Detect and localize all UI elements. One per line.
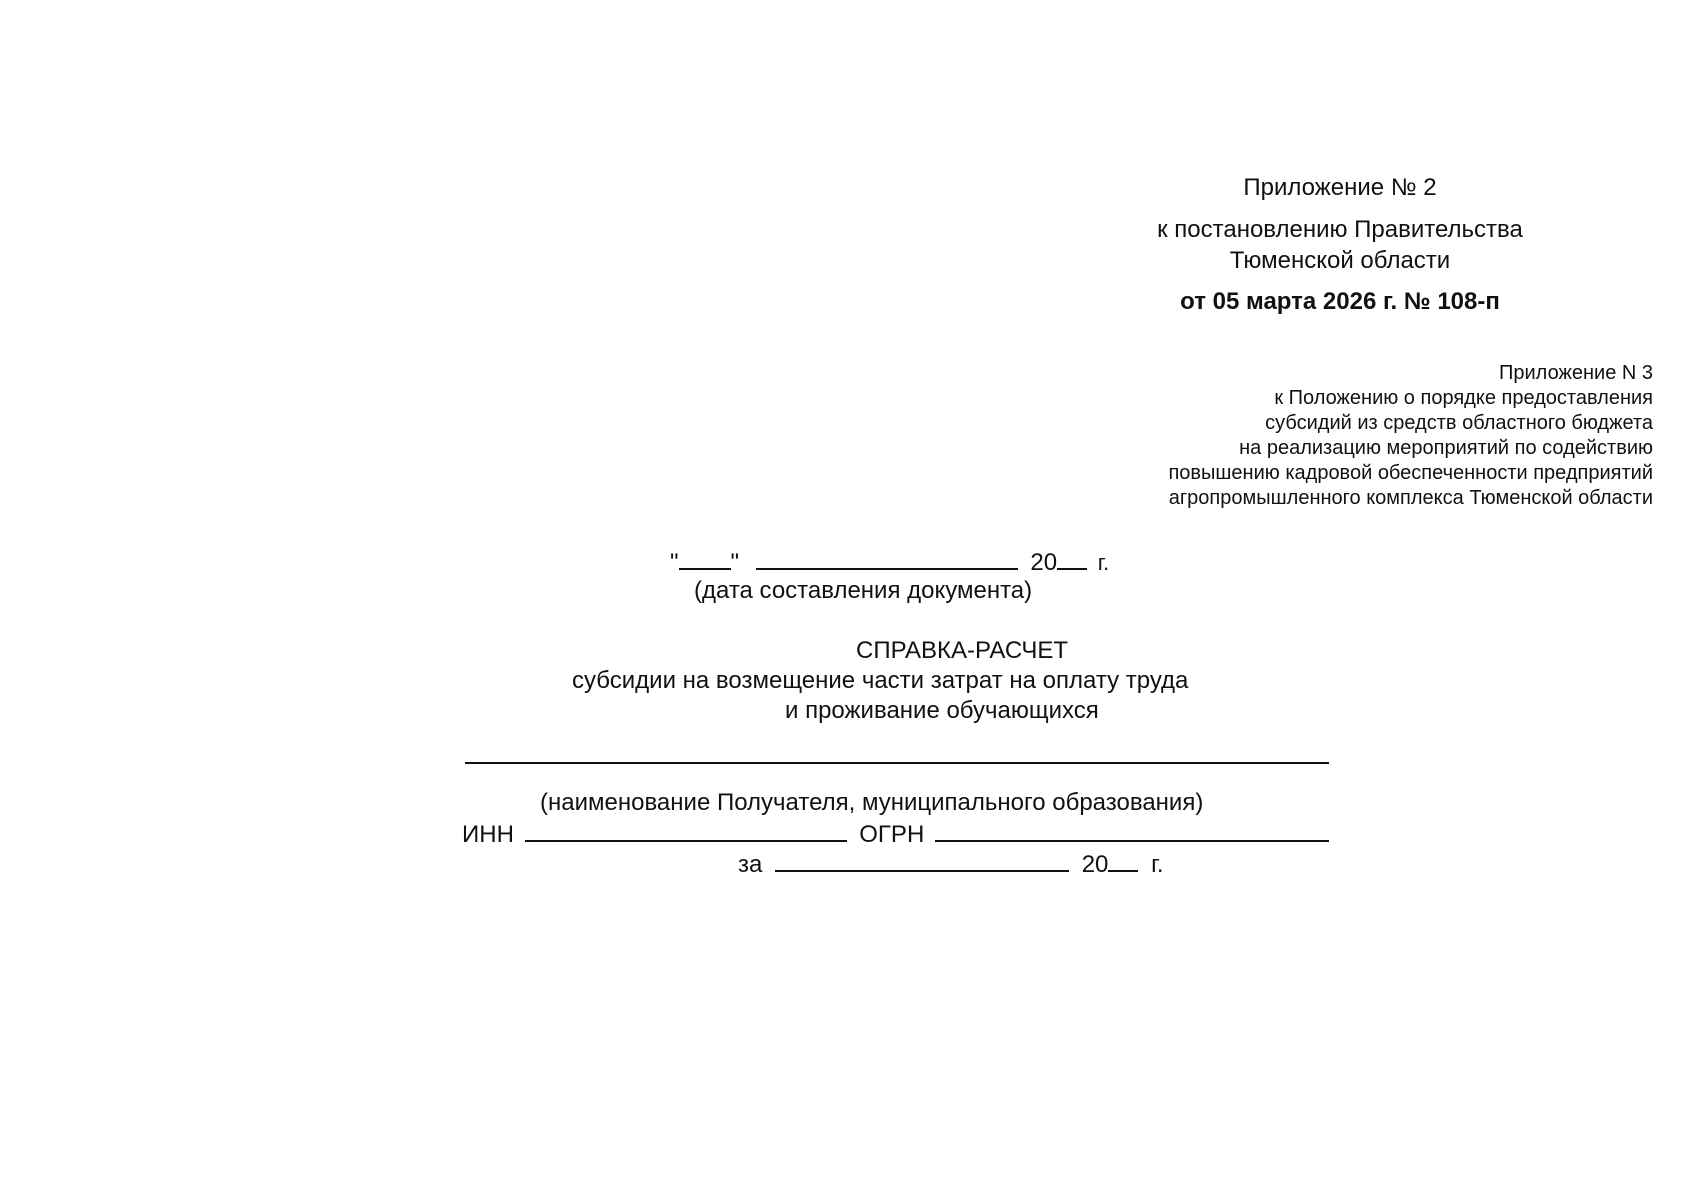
decree-date: от 05 марта 2026 г. № 108-п (1180, 288, 1500, 315)
ogrn-blank[interactable] (935, 818, 1329, 842)
recipient-name-blank[interactable] (465, 762, 1329, 764)
ogrn-label: ОГРН (859, 821, 925, 848)
inn-blank[interactable] (525, 818, 847, 842)
recipient-caption: (наименование Получателя, муниципального образования) (540, 789, 1204, 816)
quote-close: " (730, 549, 740, 576)
month-blank[interactable] (756, 546, 1018, 570)
period-year-prefix: 20 (1081, 851, 1109, 878)
period-year-blank[interactable] (1108, 848, 1138, 872)
date-caption: (дата составления документа) (694, 577, 1033, 604)
appendix3-line: агропромышленного комплекса Тюменской области (1168, 487, 1653, 509)
period-year-suffix: г. (1151, 851, 1164, 878)
quote-open: " (670, 549, 679, 576)
document-title: СПРАВКА-РАСЧЕТ (856, 637, 1069, 664)
appendix3-line: повышению кадровой обеспеченности предприятий (1168, 462, 1653, 484)
decree-reference-line2: Тюменской области (1229, 247, 1451, 274)
document-subtitle-line2: и проживание обучающихся (785, 697, 1099, 724)
appendix3-line: Приложение N 3 (1499, 362, 1653, 384)
period-line (738, 848, 1164, 880)
appendix-title: Приложение № 2 (1243, 174, 1437, 201)
year-suffix: г. (1097, 550, 1110, 575)
appendix3-line: на реализацию мероприятий по содействию (1239, 437, 1653, 459)
appendix3-line: к Положению о порядке предоставления (1274, 387, 1653, 409)
inn-label: ИНН (462, 821, 514, 848)
inn-ogrn-line (462, 818, 1329, 850)
day-blank[interactable] (679, 546, 731, 570)
period-blank[interactable] (775, 848, 1069, 872)
document-subtitle-line1: субсидии на возмещение части затрат на оплату труда (572, 667, 1189, 694)
appendix3-line: субсидий из средств областного бюджета (1265, 412, 1653, 434)
year-prefix: 20 (1030, 549, 1058, 576)
year-blank[interactable] (1057, 546, 1087, 570)
period-prefix: за (738, 851, 763, 878)
document-date-line (670, 546, 1109, 578)
decree-reference-line1: к постановлению Правительства (1157, 216, 1523, 243)
